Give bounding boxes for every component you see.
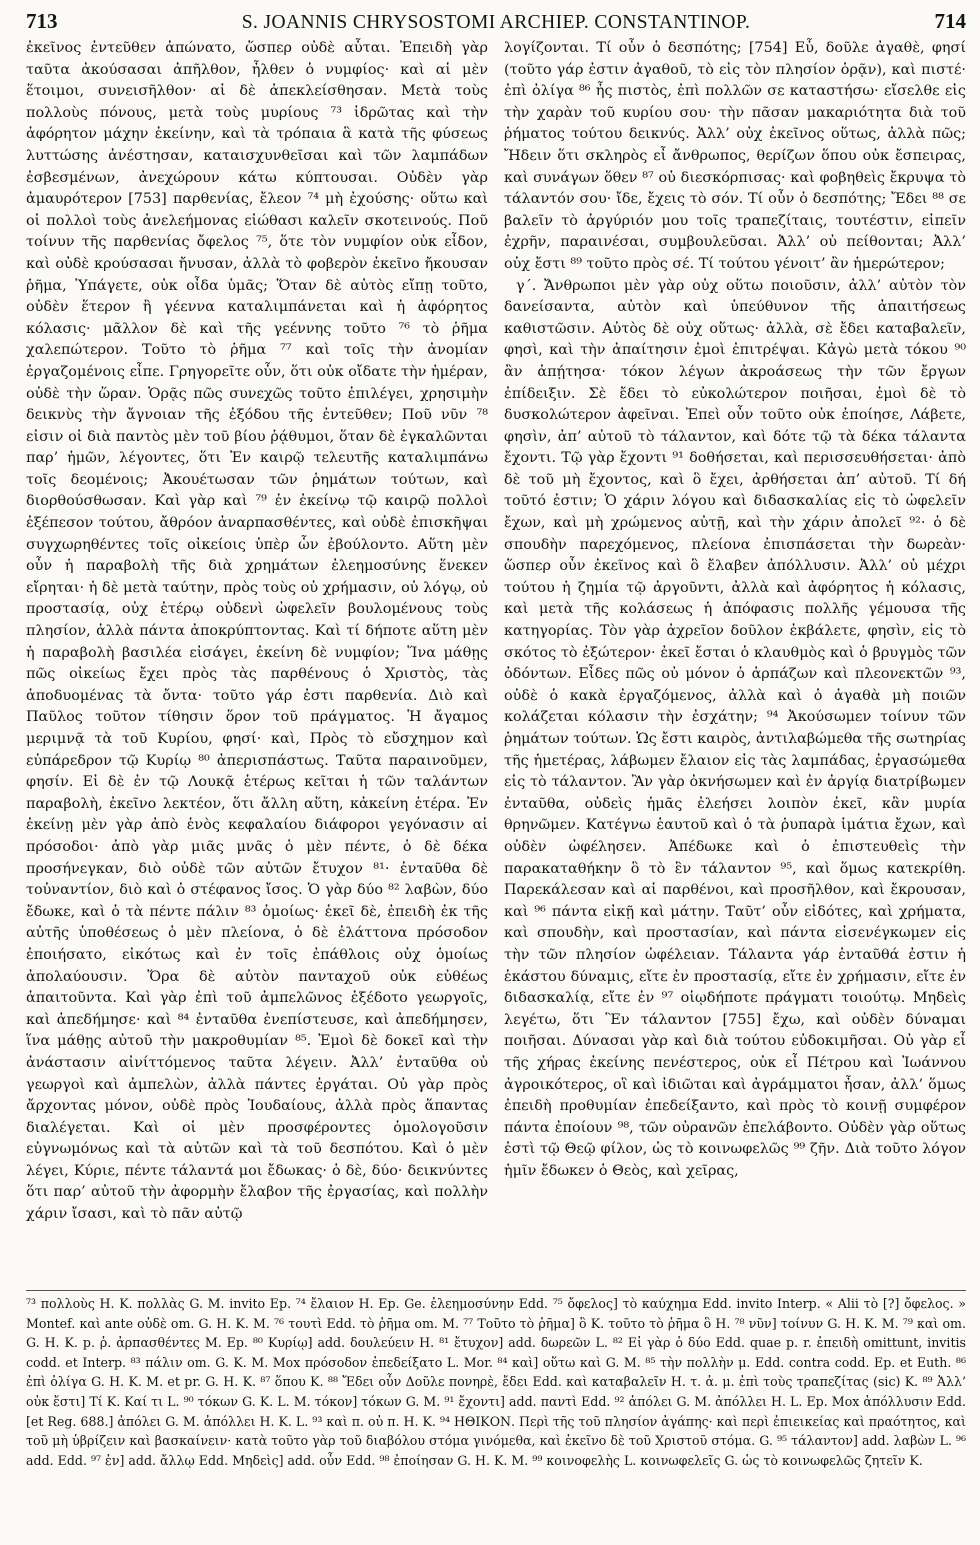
running-title: S. JOANNIS CHRYSOSTOMI ARCHIEP. CONSTANTINOP. [241,12,751,33]
right-column-paragraph: γ΄. Ἄνθρωποι μὲν γὰρ οὐχ οὕτω ποιοῦσιν, ἀλλ’ αὐτὸν τὸν δανείσαντα, αὐτὸν καὶ ὑπεύθυνον τῆς ἀπαιτήσεως καθιστῶσιν. Αὐτὸς δὲ οὐχ οὕτως· ἀλλὰ, σὲ ἔδει καταβαλεῖν, φησὶ, καὶ τὴν ἀπαίτησιν ἐμοὶ ἐπιτρέψαι. Κἀγὼ μετὰ τόκου ⁹⁰ ἂν ἀπῄτησα· τόκον λέγων ἀκροάσεως τὴν τῶν ἔργων ἐπίδειξιν. Σὲ ἔδει τὸ εὐκολώτερον ποιῆσαι, ἐμοὶ δὲ τὸ δυσκολώτερον ἀφεῖναι. Ἐπεὶ οὖν τοῦτο οὐκ ἐποίησε, Λάβετε, φησὶν, ἀπ’ αὐτοῦ τὸ τάλαντον, καὶ δότε τῷ τὰ δέκα τάλαντα ἔχοντι. Τῷ γὰρ ἔχοντι ⁹¹ δοθήσεται, καὶ περισσευθήσεται· ἀπὸ δὲ τοῦ μὴ ἔχοντος, καὶ ὃ ἔχει, ἀρθήσεται ἀπ’ αὐτοῦ. Τί δή τοῦτό ἐστιν; Ὁ χάριν λόγου καὶ διδασκαλίας εἰς τὸ ὠφελεῖν ἔχων, καὶ μὴ χρώμενος αὐτῇ, καὶ τὴν χάριν ἀπολεῖ ⁹²· ὁ δὲ σπουδὴν παρεχόμενος, πλείονα ἐπισπάσεται τὴν δωρεὰν· ὥσπερ οὖν ἐκεῖνος καὶ ὃ ἔλαβεν ἀπόλλυσιν. Ἀλλ’ οὐ μέχρι τούτου ἡ ζημία τῷ ἀργοῦντι, ἀλλὰ καὶ ἀφόρητος ἡ κόλασις, καὶ μετὰ τῆς κολάσεως ἡ ἀπόφασις πολλῆς γέμουσα τῆς κατηγορίας. Τὸν γὰρ ἀχρεῖον δοῦλον ἐκβάλετε, φησὶν, εἰς τὸ σκότος τὸ ἐξώτερον· ἐκεῖ ἔσται ὁ κλαυθμὸς καὶ ὁ βρυγμὸς τῶν ὀδόντων. Εἶδες πῶς οὐ μόνον ὁ ἁρπάζων καὶ πλεονεκτῶν ⁹³, οὐδὲ ὁ κακὰ ἐργαζόμενος, ἀλλὰ καὶ ὁ ἀγαθὰ μὴ ποιῶν κολάζεται κόλασιν τὴν ἐσχάτην; ⁹⁴ Ἀκούσωμεν τοίνυν τῶν ῥημάτων τούτων. Ὡς ἔστι καιρὸς, ἀντιλαβώμεθα τῆς σωτηρίας τῆς ἡμετέρας, λάβωμεν ἔλαιον εἰς τὰς λαμπάδας, ἐργασώμεθα εἰς τὸ τάλαντον. Ἂν γὰρ ὀκνήσωμεν καὶ ἐν ἀργίᾳ διατρίβωμεν ἐνταῦθα, οὐδεὶς ἡμᾶς ἐλεήσει λοιπὸν ἐκεῖ, κἂν μυρία θρηνῶμεν. Κατέγνω ἑαυτοῦ καὶ ὁ τὰ ῥυπαρὰ ἱμάτια ἔχων, καὶ οὐδὲν ὠφέλησεν. Ἀπέδωκε καὶ ὁ ἐπιστευθεὶς τὴν παρακαταθήκην ὃ τὸ ἓν τάλαντον ⁹⁵, καὶ ὅμως κατεκρίθη. Παρεκάλεσαν καὶ αἱ παρθένοι, καὶ προσῆλθον, καὶ ἔκρουσαν, καὶ ⁹⁶ πάντα εἰκῇ καὶ μάτην. Ταῦτ’ οὖν εἰδότες, καὶ χρήματα, καὶ σπουδὴν, καὶ προστασίαν, καὶ πάντα εἰσενέγκωμεν εἰς τὴν τῶν πλησίον ὠφέλειαν. Τάλαντα γάρ ἐνταῦθά ἐστιν ἡ ἑκάστου δύναμις, εἴτε ἐν προστασίᾳ, εἴτε ἐν χρήμασιν, εἴτε ἐν διδασκαλίᾳ, εἴτε ἐν ⁹⁷ οἱῳδήποτε πράγματι τοιούτῳ. Μηδεὶς λεγέτω, ὅτι Ἓν τάλαντον [755] ἔχω, καὶ οὐδὲν δύναμαι ποιῆσαι. Δύνασαι γὰρ καὶ διὰ τούτου εὐδοκιμῆσαι. Οὐ γὰρ εἶ τῆς χήρας ἐκείνης πενέστερος, οὐκ εἶ Πέτρου καὶ Ἰωάννου ἀγροικότερος, οἳ καὶ ἰδιῶται καὶ ἀγράμματοι ἦσαν, ἀλλ’ ὅμως ἐπειδὴ προθυμίαν ἐπεδείξαντο, καὶ πρὸς τὸ κοινῇ συμφέρον πάντα ἐποίουν ⁹⁸, τῶν οὐρανῶν ἐπελάβοντο. Οὐδὲν γὰρ οὕτως ἐστὶ τῷ Θεῷ φίλον, ὡς τὸ κοινωφελῶς ⁹⁹ ζῆν. Διὰ τοῦτο λόγον ἡμῖν ἔδωκεν ὁ Θεὸς, καὶ χεῖρας, [504,277,966,1179]
footnotes [26,1290,966,1542]
right-page-number: 714 [934,9,966,33]
page-header [26,9,966,39]
right-column-paragraph: λογίζονται. Τί οὖν ὁ δεσπότης; [754] Εὖ, δοῦλε ἀγαθὲ, φησί (τοῦτο γάρ ἐστιν ἀγαθοῦ, τὸ εἰς τὸν πλησίον ὁρᾷν), καὶ πιστέ· ἐπὶ ὀλίγα ⁸⁶ ἦς πιστὸς, ἐπὶ πολλῶν σε καταστήσω· εἴσελθε εἰς τὴν χαρὰν τοῦ κυρίου σου· τὴν πᾶσαν μακαριότητα διὰ τοῦ ῥήματος τούτου δεικνύς. Ἀλλ’ οὐχ ἐκεῖνος οὕτως, ἀλλὰ πῶς; Ἤδειν ὅτι σκληρὸς εἶ ἄνθρωπος, θερίζων ὅπου οὐκ ἔσπειρας, καὶ συνάγων ὅθεν ⁸⁷ οὐ διεσκόρπισας· καὶ φοβηθεὶς ἔκρυψα τὸ τάλαντόν σου· ἴδε, ἔχεις τὸ σόν. Τί οὖν ὁ δεσπότης; Ἔδει ⁸⁸ σε βαλεῖν τὸ ἀργύριόν μου τοῖς τραπεζίταις, τουτέστιν, εἰπεῖν ἐχρῆν, παραινέσαι, συμβουλεῦσαι. Ἀλλ’ οὐ πείθονται; Ἀλλ’ οὐχ ἔστι ⁸⁹ τοῦτο πρὸς σέ. Τί τούτου γένοιτ’ ἂν ἡμερώτερον; [504,40,966,272]
left-column [26,38,488,1283]
text-columns [26,38,966,1283]
left-column-paragraph: ἐκεῖνος ἐντεῦθεν ἀπώνατο, ὥσπερ οὐδὲ αὗται. Ἐπειδὴ γὰρ ταῦτα ἀκούσασαι ἀπῆλθον, ἦλθεν ὁ νυμφίος· καὶ αἱ μὲν ἕτοιμοι, συνεισῆλθον· αἱ δὲ ἀπεκλείσθησαν. Μετὰ τοὺς πολλοὺς πόνους, μετὰ τοὺς μυρίους ⁷³ ἱδρῶτας καὶ τὴν ἀφόρητον μάχην ἐκείνην, καὶ τὰ τρόπαια ἃ κατὰ τῆς φύσεως λυττώσης ἀνέστησαν, καταισχυνθεῖσαι καὶ τῶν λαμπάδων ἐσβεσμένων, ἀνεχώρουν κάτω κύπτουσαι. Οὐδὲν γὰρ ἀμαυρότερον [753] παρθενίας, ἔλεον ⁷⁴ μὴ ἐχούσης· οὕτω καὶ οἱ πολλοὶ τοὺς ἀνελεήμονας εἰώθασι καλεῖν σκοτεινούς. Ποῦ τοίνυν τῆς παρθενίας ὄφελος ⁷⁵, ὅτε τὸν νυμφίον οὐκ εἶδον, καὶ οὐδὲ κρούσασαι ἤνυσαν, ἀλλὰ τὸ φοβερὸν ἐκεῖνο ἤκουσαν ῥῆμα, Ὑπάγετε, οὐκ οἶδα ὑμᾶς; Ὅταν δὲ αὐτὸς εἴπῃ τοῦτο, οὐδὲν ἕτερον ἢ γέεννα καταλιμπάνεται καὶ ἡ ἀφόρητος κόλασις· μᾶλλον δὲ καὶ τῆς γεέννης τοῦτο ⁷⁶ τὸ ῥῆμα χαλεπώτερον. Τοῦτο τὸ ῥῆμα ⁷⁷ καὶ τοῖς τὴν ἀνομίαν ἐργαζομένοις εἶπε. Γρηγορεῖτε οὖν, ὅτι οὐκ οἴδατε τὴν ἡμέραν, οὐδὲ τὴν ὥραν. Ὁρᾷς πῶς συνεχῶς τοῦτο ἐπιλέγει, χρησιμὴν δεικνὺς τὴν ἄγνοιαν τῆς ἐξόδου τῆς ἐντεῦθεν; Ποῦ νῦν ⁷⁸ εἰσιν οἱ διὰ παντὸς μὲν τοῦ βίου ῥᾴθυμοι, ὅταν δὲ ἐγκαλῶνται παρ’ ἡμῶν, λέγοντες, ὅτι Ἐν καιρῷ τελευτῆς καταλιμπάνω τοῖς δεομένοις; Ἀκουέτωσαν τῶν ῥημάτων τούτων, καὶ διορθούσθωσαν. Καὶ γὰρ καὶ ⁷⁹ ἐν ἐκείνῳ τῷ καιρῷ πολλοὶ ἐξέπεσον τούτου, ἄθρόον ἀναρπασθέντες, καὶ οὐδὲ ἐπισκῆψαι συγχωρηθέντες τοῖς οἰκείοις ὑπὲρ ὧν ἐβούλοντο. Αὕτη μὲν οὖν ἡ παραβολὴ τῆς διὰ χρημάτων ἐλεημοσύνης ἕνεκεν εἴρηται· ἡ δὲ μετὰ ταύτην, πρὸς τοὺς οὐ χρήμασιν, οὐ λόγῳ, οὐ προστασίᾳ, οὐχ ἑτέρῳ οὐδενὶ ὠφελεῖν βουλομένους τοὺς πλησίον, ἀλλὰ πάντα ἀποκρύπτοντας. Καὶ τί δήποτε αὕτη μὲν ἡ παραβολὴ βασιλέα εἰσάγει, ἐκείνη δὲ νυμφίον; Ἵνα μάθῃς πῶς οἰκείως ἔχει πρὸς τὰς παρθένους ὁ Χριστὸς, τὰς ἀποδυομένας τὰ ὄντα· τοῦτο γάρ ἐστι παρθενία. Διὸ καὶ Παῦλος τοῦτον τίθησιν ὅρον τοῦ πράγματος. Ἡ ἄγαμος μεριμνᾷ τὰ τοῦ Κυρίου, φησί· καὶ, Πρὸς τὸ εὔσχημον καὶ εὐπάρεδρον τῷ Κυρίῳ ⁸⁰ ἀπερισπάστως. Ταῦτα παραινοῦμεν, φησίν. Εἰ δὲ ἐν τῷ Λουκᾷ ἑτέρως κεῖται ἡ τῶν ταλάντων παραβολὴ, ἐκεῖνο λεκτέον, ὅτι ἄλλη αὕτη, κἀκείνη ἑτέρα. Ἐν ἐκείνῃ μὲν γὰρ ἀπὸ ἑνὸς κεφαλαίου διάφοροι γεγόνασιν αἱ πρόσοδοι· ἀπὸ γὰρ μιᾶς μνᾶς ὁ μὲν πέντε, ὁ δὲ δέκα προσήνεγκαν, διὸ οὐδὲ τῶν αὐτῶν ἔτυχον ⁸¹· ἐνταῦθα δὲ τοὐναντίον, διὸ καὶ ὁ στέφανος ἴσος. Ὁ γὰρ δύο ⁸² λαβὼν, δύο ἔδωκε, καὶ ὁ τὰ πέντε πάλιν ⁸³ ὁμοίως· ἐκεῖ δὲ, ἐπειδὴ ἐκ τῆς αὐτῆς ὑποθέσεως ὁ μὲν πλείονα, ὁ δὲ ἐλάττονα πρόσοδον ἐποιήσατο, εἰκότως καὶ ἐν τοῖς ἐπάθλοις οὐχ ὁμοίως ἀπολαύουσιν. Ὅρα δὲ αὐτὸν πανταχοῦ οὐκ εὐθέως ἀπαιτοῦντα. Καὶ γὰρ ἐπὶ τοῦ ἀμπελῶνος ἐξέδοτο γεωργοῖς, καὶ ἀπεδήμησε· καὶ ⁸⁴ ἐνταῦθα ἐνεπίστευσε, καὶ ἀπεδήμησεν, ἵνα μάθῃς αὐτοῦ τὴν μακροθυμίαν ⁸⁵. Ἐμοὶ δὲ δοκεῖ καὶ τὴν ἀνάστασιν αἰνίττόμενος ταῦτα λέγειν. Ἀλλ’ ἐνταῦθα οὐ γεωργοὶ καὶ ἀμπελὼν, ἀλλὰ πάντες ἐργάται. Οὐ γὰρ πρὸς ἄρχοντας μόνον, οὐδὲ πρὸς Ἰουδαίους, ἀλλὰ πρὸς ἅπαντας διαλέγεται. Καὶ οἱ μὲν προσφέροντες ὁμολογοῦσιν εὐγνωμόνως καὶ τὰ αὐτῶν καὶ τὰ τοῦ δεσπότου. Καὶ ὁ μὲν λέγει, Κύριε, πέντε τάλαντά μοι ἔδωκας· ὁ δὲ, δύο· δεικνύντες ὅτι παρ’ αὐτοῦ τὴν ἀφορμὴν ἔλαβον τῆς ἐργασίας, καὶ πολλὴν χάριν ἴσασι, καὶ τὸ πᾶν αὐτῷ [26,40,488,1223]
right-column [504,38,966,1283]
footnote-block: ⁷³ πολλοὺς H. K. πολλὰς G. M. invito Ep. ⁷⁴ ἔλαιον H. Ep. Ge. ἐλεημοσύνην Edd. ⁷⁵ ὄφελος] τὸ καύχημα Edd. invito Interp. « Alii τὸ [?] ὄφελος. » Montef. καὶ ante οὐδὲ om. G. H. K. M. ⁷⁶ τουτὶ Edd. τὸ ῥῆμα om. M. ⁷⁷ Τοῦτο τὸ ῥῆμα] ὃ K. τοῦτο τὸ ῥῆμα ὃ H. ⁷⁸ νῦν] τοίνυν G. H. K. M. ⁷⁹ καὶ om. G. H. K. p. ῥ. ἀρπασθέντες M. Ep. ⁸⁰ Κυρίῳ] add. δουλεύειν H. ⁸¹ ἔτυχον] add. δωρεῶν L. ⁸² Εἰ γὰρ ὁ δύο Edd. quae p. r. ἐπειδὴ omittunt, invitis codd. et Interp. ⁸³ πάλιν om. G. K. M. Mox πρόσοδον ἐπεδείξατο L. Mor. ⁸⁴ καὶ] οὕτω καὶ G. M. ⁸⁵ τὴν πολλὴν μ. Edd. contra codd. Ep. et Euth. ⁸⁶ ἐπὶ ὀλίγα G. H. K. M. et pr. G. H. K. ⁸⁷ ὅπου K. ⁸⁸ Ἔδει οὖν Δοῦλε πονηρὲ, ἔδει Edd. καὶ καταβαλεῖν H. τ. ἀ. μ. ἐπὶ τοὺς τραπεζίτας (sic) K. ⁸⁹ Ἀλλ’ οὐκ ἔστι] Τί K. Καί τι L. ⁹⁰ τόκων G. K. L. M. τόκον] τόκων G. M. ⁹¹ ἔχοντι] add. παντὶ Edd. ⁹² ἀπόλει G. M. ἀπόλλει H. L. Ep. Mox ἀπόλλυσιν Edd. [et Reg. 688.] ἀπόλει G. M. ἀπόλλει H. K. L. ⁹³ καὶ π. οὐ π. H. K. ⁹⁴ ΗΘΙΚΟΝ. Περὶ τῆς τοῦ πλησίον ἀγάπης· καὶ περὶ ἐπιεικείας καὶ πραότητος, καὶ τοῦ μὴ ὑβρίζειν καὶ βασκαίνειν· κατὰ τοῦτο γὰρ τοῦ διαβόλου στόμα γινόμεθα, καὶ ἐκεῖνο δὲ τοῦ Χριστοῦ στόμα. G. ⁹⁵ τάλαντον] add. λαβὼν L. ⁹⁶ add. Edd. ⁹⁷ ἐν] add. ἄλλῳ Edd. Μηδεὶς] add. οὖν Edd. ⁹⁸ ἐποίησαν G. H. K. M. ⁹⁹ κοινοφελὴς L. κοινωφελεῖς G. ὡς τὸ κοινωφελῶς ζητεῖν K. [26,1296,966,1468]
left-page-number: 713 [26,9,58,33]
